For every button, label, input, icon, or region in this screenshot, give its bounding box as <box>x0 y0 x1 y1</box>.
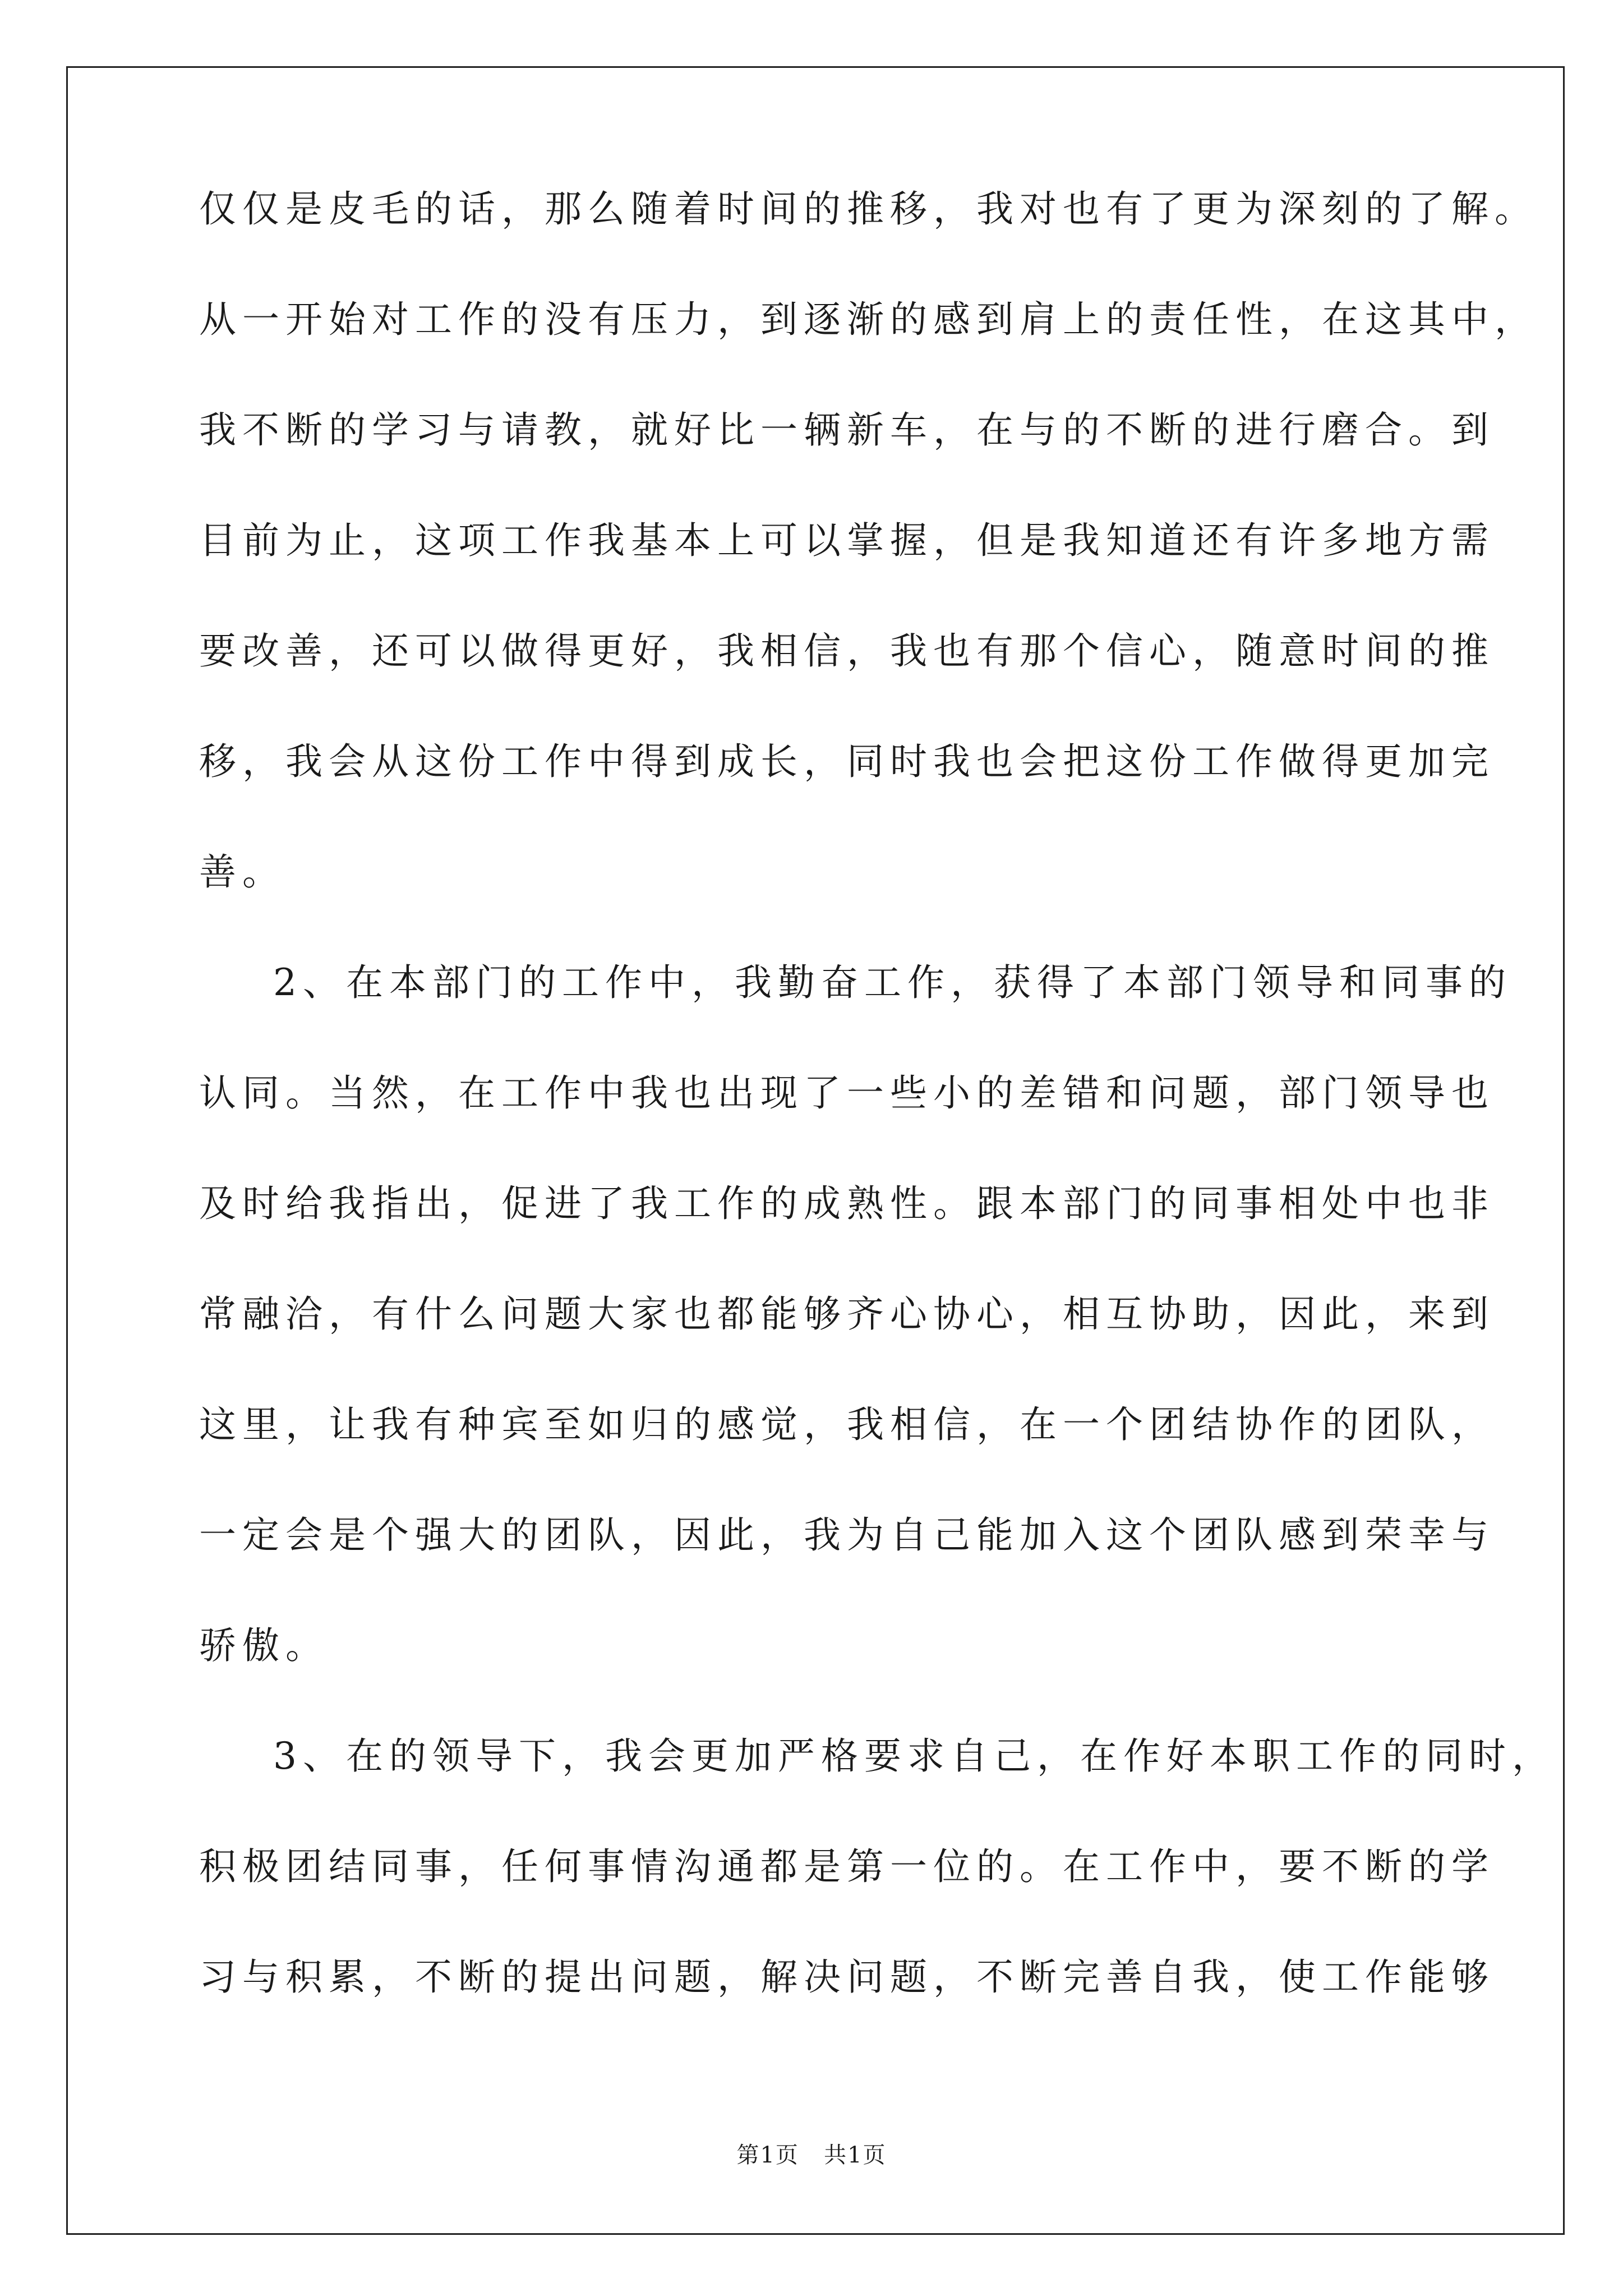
text-line: 及时给我指出，促进了我工作的成熟性。跟本部门的同事相处中也非 <box>199 1182 1495 1225</box>
text-line: 这里，让我有种宾至如归的感觉，我相信，在一个团结协作的团队， <box>199 1403 1495 1446</box>
text-line: 习与积累，不断的提出问题，解决问题，不断完善自我，使工作能够 <box>199 1955 1495 1999</box>
text-line: 善。 <box>199 850 285 894</box>
page-total: 共1页 <box>824 2142 887 2168</box>
text-line: 认同。当然，在工作中我也出现了一些小的差错和问题，部门领导也 <box>199 1071 1495 1115</box>
text-line: 目前为止，这项工作我基本上可以掌握，但是我知道还有许多地方需 <box>199 519 1495 562</box>
text-line: 我不断的学习与请教，就好比一辆新车，在与的不断的进行磨合。到 <box>199 408 1495 452</box>
text-line: 移，我会从这份工作中得到成长，同时我也会把这份工作做得更加完 <box>199 740 1495 783</box>
page-footer <box>0 2144 1623 2166</box>
text-line: 一定会是个强大的团队，因此，我为自己能加入这个团队感到荣幸与 <box>199 1513 1495 1557</box>
text-line: 常融洽，有什么问题大家也都能够齐心协心，相互协助，因此，来到 <box>199 1292 1495 1336</box>
page-number: 第1页 <box>736 2142 799 2168</box>
text-line: 仅仅是皮毛的话，那么随着时间的推移，我对也有了更为深刻的了解。 <box>199 187 1538 231</box>
paragraph-start-line: 3、在的领导下，我会更加严格要求自己，在作好本职工作的同时， <box>273 1734 1555 1778</box>
paragraph-start-line: 2、在本部门的工作中，我勤奋工作，获得了本部门领导和同事的 <box>273 961 1512 1004</box>
text-line: 要改善，还可以做得更好，我相信，我也有那个信心，随意时间的推 <box>199 629 1495 673</box>
text-line: 积极团结同事，任何事情沟通都是第一位的。在工作中，要不断的学 <box>199 1845 1495 1888</box>
text-line: 骄傲。 <box>199 1624 329 1667</box>
text-line: 从一开始对工作的没有压力，到逐渐的感到肩上的责任性，在这其中， <box>199 298 1538 341</box>
document-body <box>199 187 1555 2069</box>
